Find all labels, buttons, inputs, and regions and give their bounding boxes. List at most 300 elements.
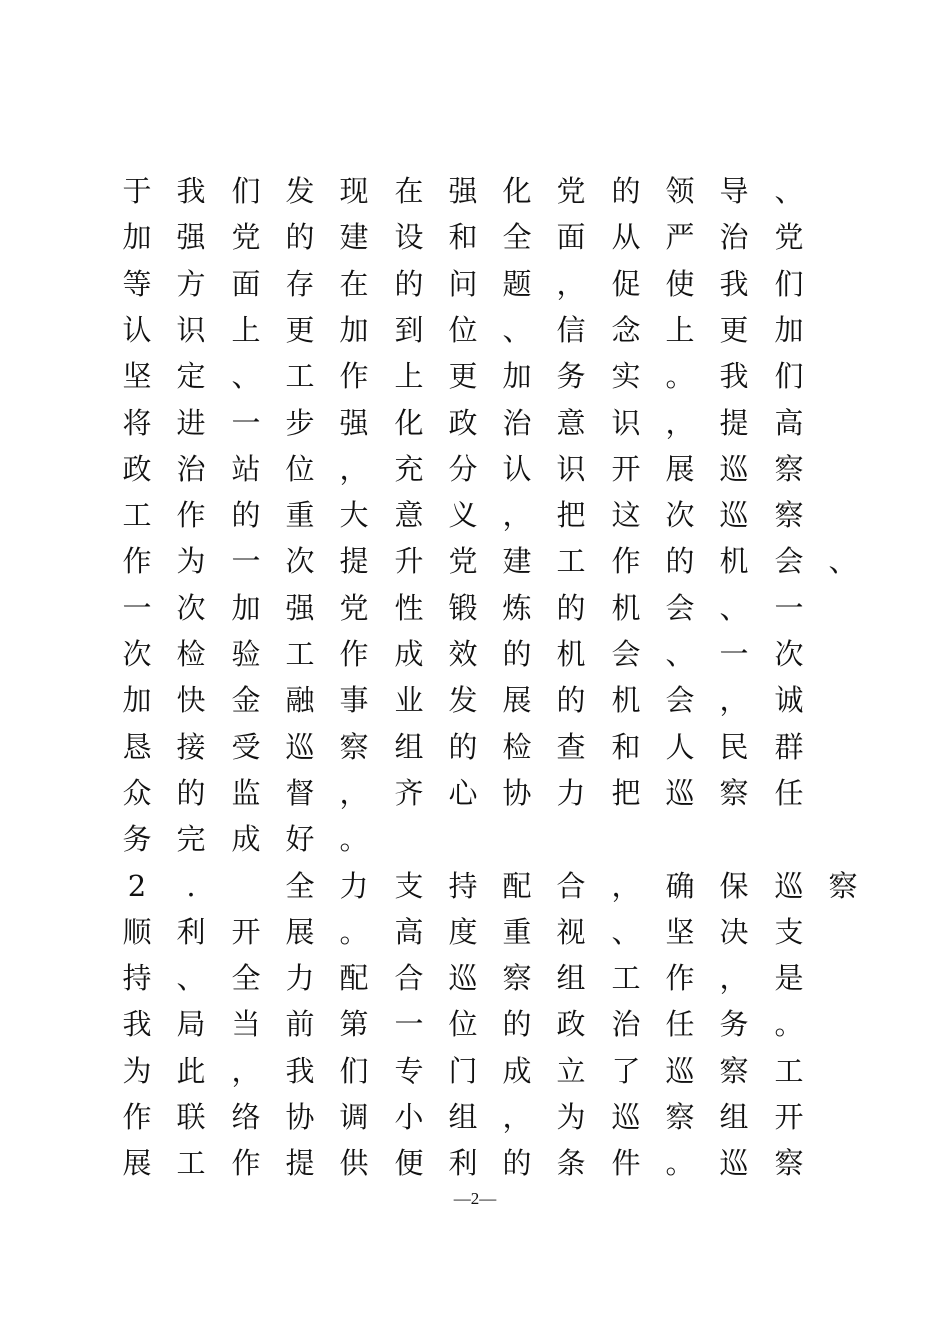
text-char: 组 bbox=[719, 1100, 749, 1134]
text-char: 化 bbox=[502, 174, 532, 208]
text-char: 是 bbox=[774, 961, 804, 995]
text-char: ， bbox=[502, 498, 532, 532]
text-char: 为 bbox=[176, 544, 206, 578]
text-char: 党 bbox=[556, 174, 586, 208]
text-char: 为 bbox=[122, 1054, 152, 1088]
text-char: 小 bbox=[394, 1100, 424, 1134]
text-char: 上 bbox=[394, 359, 424, 393]
text-char: 治 bbox=[719, 220, 749, 254]
text-line bbox=[0, 677, 950, 723]
text-char: 作 bbox=[339, 637, 369, 671]
text-char: 认 bbox=[502, 452, 532, 486]
text-char: 专 bbox=[394, 1054, 424, 1088]
text-char: 。 bbox=[774, 1007, 804, 1041]
text-char: 检 bbox=[176, 637, 206, 671]
text-char: 发 bbox=[448, 683, 478, 717]
text-char: 机 bbox=[719, 544, 749, 578]
text-char: 重 bbox=[285, 498, 315, 532]
text-line bbox=[0, 538, 950, 584]
text-char: 一 bbox=[231, 406, 261, 440]
text-char: 条 bbox=[556, 1146, 586, 1180]
text-char: 保 bbox=[719, 869, 749, 903]
text-char: 工 bbox=[556, 544, 586, 578]
text-char: 的 bbox=[176, 776, 206, 810]
text-char: 的 bbox=[285, 220, 315, 254]
text-char: 上 bbox=[231, 313, 261, 347]
text-char: 全 bbox=[502, 220, 532, 254]
text-char: 认 bbox=[122, 313, 152, 347]
text-char: 加 bbox=[339, 313, 369, 347]
text-char: 一 bbox=[231, 544, 261, 578]
text-char: 察 bbox=[339, 730, 369, 764]
text-line bbox=[0, 909, 950, 955]
text-char: 力 bbox=[285, 961, 315, 995]
text-char: 、 bbox=[774, 174, 804, 208]
page-number: —2— bbox=[453, 1189, 497, 1208]
text-char: 党 bbox=[448, 544, 478, 578]
text-line bbox=[0, 446, 950, 492]
text-char: 利 bbox=[176, 915, 206, 949]
text-char: 组 bbox=[394, 730, 424, 764]
text-char: 党 bbox=[774, 220, 804, 254]
text-char: 开 bbox=[611, 452, 641, 486]
text-char: . bbox=[186, 869, 196, 903]
text-char: 、 bbox=[231, 359, 261, 393]
text-char: 一 bbox=[774, 591, 804, 625]
text-char: 协 bbox=[285, 1100, 315, 1134]
text-line bbox=[0, 353, 950, 399]
text-char: 务 bbox=[556, 359, 586, 393]
text-char: 金 bbox=[231, 683, 261, 717]
text-char: 高 bbox=[774, 406, 804, 440]
text-char: 全 bbox=[231, 961, 261, 995]
text-char: 现 bbox=[339, 174, 369, 208]
text-char: 促 bbox=[611, 267, 641, 301]
text-char: 机 bbox=[611, 683, 641, 717]
text-char: 的 bbox=[394, 267, 424, 301]
text-char: 次 bbox=[176, 591, 206, 625]
text-char: 局 bbox=[176, 1007, 206, 1041]
text-char: 位 bbox=[448, 1007, 478, 1041]
text-char: 巡 bbox=[719, 452, 749, 486]
text-char: 和 bbox=[448, 220, 478, 254]
text-char: 支 bbox=[774, 915, 804, 949]
text-char: 性 bbox=[394, 591, 424, 625]
text-char: 展 bbox=[285, 915, 315, 949]
text-char: 恳 bbox=[122, 730, 152, 764]
text-char: 的 bbox=[556, 591, 586, 625]
text-char: ， bbox=[719, 683, 749, 717]
text-char: 领 bbox=[665, 174, 695, 208]
text-char: 组 bbox=[448, 1100, 478, 1134]
text-line bbox=[0, 1048, 950, 1094]
text-char: 机 bbox=[611, 591, 641, 625]
text-char: 坚 bbox=[122, 359, 152, 393]
text-char: 发 bbox=[285, 174, 315, 208]
text-char: 工 bbox=[122, 498, 152, 532]
text-char: 联 bbox=[176, 1100, 206, 1134]
text-char: 务 bbox=[719, 1007, 749, 1041]
text-char: 导 bbox=[719, 174, 749, 208]
text-line bbox=[0, 955, 950, 1001]
text-char: 政 bbox=[122, 452, 152, 486]
text-char: 作 bbox=[122, 1100, 152, 1134]
text-char: 识 bbox=[556, 452, 586, 486]
text-char: 严 bbox=[665, 220, 695, 254]
text-char: 诚 bbox=[774, 683, 804, 717]
text-char: 会 bbox=[665, 683, 695, 717]
text-char: 察 bbox=[774, 1146, 804, 1180]
text-char: 这 bbox=[611, 498, 641, 532]
text-char: 、 bbox=[176, 961, 206, 995]
text-char: 察 bbox=[665, 1100, 695, 1134]
text-line bbox=[0, 863, 950, 909]
text-char: 一 bbox=[122, 591, 152, 625]
text-char: 、 bbox=[665, 637, 695, 671]
text-char: 于 bbox=[122, 174, 152, 208]
text-char: 会 bbox=[665, 591, 695, 625]
text-char: 建 bbox=[502, 544, 532, 578]
text-char: 定 bbox=[176, 359, 206, 393]
text-char: 们 bbox=[231, 174, 261, 208]
text-char: 决 bbox=[719, 915, 749, 949]
text-line bbox=[0, 214, 950, 260]
text-char: 题 bbox=[502, 267, 532, 301]
text-char: 在 bbox=[339, 267, 369, 301]
text-char: 务 bbox=[122, 822, 152, 856]
text-char: 验 bbox=[231, 637, 261, 671]
text-char: 识 bbox=[611, 406, 641, 440]
text-char: 们 bbox=[339, 1054, 369, 1088]
text-char: 便 bbox=[394, 1146, 424, 1180]
text-char: 当 bbox=[231, 1007, 261, 1041]
text-char: 。 bbox=[665, 359, 695, 393]
text-char: 全 bbox=[285, 869, 315, 903]
text-char: 作 bbox=[611, 544, 641, 578]
text-char: 的 bbox=[448, 730, 478, 764]
text-line bbox=[0, 168, 950, 214]
text-char: 工 bbox=[611, 961, 641, 995]
text-char: 更 bbox=[285, 313, 315, 347]
text-char: 治 bbox=[176, 452, 206, 486]
text-char: 大 bbox=[339, 498, 369, 532]
text-char: 意 bbox=[394, 498, 424, 532]
text-char: 、 bbox=[502, 313, 532, 347]
text-line bbox=[0, 1140, 950, 1186]
text-char: 一 bbox=[394, 1007, 424, 1041]
text-char: 锻 bbox=[448, 591, 478, 625]
text-char: 察 bbox=[774, 498, 804, 532]
text-char: 察 bbox=[828, 869, 858, 903]
text-char: 们 bbox=[774, 267, 804, 301]
text-char: 此 bbox=[176, 1054, 206, 1088]
text-char: 门 bbox=[448, 1054, 478, 1088]
text-char: 、 bbox=[719, 591, 749, 625]
text-char: 充 bbox=[394, 452, 424, 486]
text-char: 开 bbox=[774, 1100, 804, 1134]
text-char: 查 bbox=[556, 730, 586, 764]
text-char: 站 bbox=[231, 452, 261, 486]
text-char: 。 bbox=[339, 915, 369, 949]
text-char: 信 bbox=[556, 313, 586, 347]
text-char: 我 bbox=[122, 1007, 152, 1041]
text-char: 次 bbox=[285, 544, 315, 578]
text-char: 监 bbox=[231, 776, 261, 810]
text-line bbox=[0, 492, 950, 538]
text-char: 巡 bbox=[774, 869, 804, 903]
text-char: 巡 bbox=[448, 961, 478, 995]
text-char: 的 bbox=[502, 1146, 532, 1180]
text-char: 一 bbox=[719, 637, 749, 671]
text-char: 合 bbox=[556, 869, 586, 903]
text-char: 坚 bbox=[665, 915, 695, 949]
text-char: 提 bbox=[339, 544, 369, 578]
text-char: 方 bbox=[176, 267, 206, 301]
text-char: 件 bbox=[611, 1146, 641, 1180]
text-char: 受 bbox=[231, 730, 261, 764]
text-char: 开 bbox=[231, 915, 261, 949]
text-char: 会 bbox=[774, 544, 804, 578]
text-char: 供 bbox=[339, 1146, 369, 1180]
text-char: 作 bbox=[122, 544, 152, 578]
text-char: 群 bbox=[774, 730, 804, 764]
text-char: 心 bbox=[448, 776, 478, 810]
text-char: 作 bbox=[665, 961, 695, 995]
text-char: 强 bbox=[285, 591, 315, 625]
text-char: 加 bbox=[122, 220, 152, 254]
text-char: 成 bbox=[231, 822, 261, 856]
text-char: 存 bbox=[285, 267, 315, 301]
text-char: 调 bbox=[339, 1100, 369, 1134]
text-char: 事 bbox=[339, 683, 369, 717]
text-char: 工 bbox=[774, 1054, 804, 1088]
text-char: 快 bbox=[176, 683, 206, 717]
text-char: 察 bbox=[502, 961, 532, 995]
text-char: 位 bbox=[285, 452, 315, 486]
text-char: 接 bbox=[176, 730, 206, 764]
text-char: 设 bbox=[394, 220, 424, 254]
text-line bbox=[0, 631, 950, 677]
text-char: 工 bbox=[285, 637, 315, 671]
text-char: 我 bbox=[719, 267, 749, 301]
text-char: 次 bbox=[665, 498, 695, 532]
text-char: 炼 bbox=[502, 591, 532, 625]
text-char: 的 bbox=[611, 174, 641, 208]
text-char: 持 bbox=[122, 961, 152, 995]
text-line bbox=[0, 585, 950, 631]
text-line bbox=[0, 307, 950, 353]
text-line bbox=[0, 816, 950, 862]
text-char: 化 bbox=[394, 406, 424, 440]
text-char: 位 bbox=[448, 313, 478, 347]
text-char: ， bbox=[665, 406, 695, 440]
text-char: 和 bbox=[611, 730, 641, 764]
text-char: 把 bbox=[611, 776, 641, 810]
text-char: 加 bbox=[774, 313, 804, 347]
text-char: 好 bbox=[285, 822, 315, 856]
text-char: 作 bbox=[231, 1146, 261, 1180]
text-char: 。 bbox=[665, 1146, 695, 1180]
text-char: 我 bbox=[176, 174, 206, 208]
text-char: 强 bbox=[176, 220, 206, 254]
text-char: ， bbox=[719, 961, 749, 995]
text-char: 步 bbox=[285, 406, 315, 440]
text-char: 强 bbox=[339, 406, 369, 440]
text-line bbox=[0, 400, 950, 446]
text-line bbox=[0, 1001, 950, 1047]
text-char: 政 bbox=[448, 406, 478, 440]
text-char: 建 bbox=[339, 220, 369, 254]
text-char: 配 bbox=[502, 869, 532, 903]
text-char: ， bbox=[231, 1054, 261, 1088]
text-char: 。 bbox=[339, 822, 369, 856]
text-char: 会 bbox=[611, 637, 641, 671]
text-char: 效 bbox=[448, 637, 478, 671]
text-char: 念 bbox=[611, 313, 641, 347]
text-char: 次 bbox=[122, 637, 152, 671]
text-char: 治 bbox=[502, 406, 532, 440]
text-char: 融 bbox=[285, 683, 315, 717]
text-char: 加 bbox=[122, 683, 152, 717]
text-char: 从 bbox=[611, 220, 641, 254]
text-char: 持 bbox=[448, 869, 478, 903]
text-line bbox=[0, 1094, 950, 1140]
text-char: 政 bbox=[556, 1007, 586, 1041]
text-char: 作 bbox=[176, 498, 206, 532]
text-char: 民 bbox=[719, 730, 749, 764]
text-char: ， bbox=[611, 869, 641, 903]
text-char: 2 bbox=[127, 869, 147, 903]
text-char: 的 bbox=[231, 498, 261, 532]
text-char: 力 bbox=[556, 776, 586, 810]
text-char: 上 bbox=[665, 313, 695, 347]
text-char: 我 bbox=[285, 1054, 315, 1088]
text-char: 力 bbox=[339, 869, 369, 903]
text-char: 们 bbox=[774, 359, 804, 393]
text-char: 、 bbox=[611, 915, 641, 949]
text-char: 完 bbox=[176, 822, 206, 856]
text-char: ， bbox=[339, 452, 369, 486]
text-char: 配 bbox=[339, 961, 369, 995]
text-char: 次 bbox=[774, 637, 804, 671]
text-char: 的 bbox=[502, 1007, 532, 1041]
text-char: ， bbox=[339, 776, 369, 810]
text-char: 成 bbox=[394, 637, 424, 671]
text-line bbox=[0, 770, 950, 816]
text-char: 实 bbox=[611, 359, 641, 393]
text-char: 作 bbox=[339, 359, 369, 393]
text-char: 工 bbox=[176, 1146, 206, 1180]
text-char: 使 bbox=[665, 267, 695, 301]
text-char: 等 bbox=[122, 267, 152, 301]
text-char: 第 bbox=[339, 1007, 369, 1041]
text-char: 为 bbox=[556, 1100, 586, 1134]
text-char: 升 bbox=[394, 544, 424, 578]
text-char: 察 bbox=[719, 1054, 749, 1088]
text-char: 分 bbox=[448, 452, 478, 486]
text-char: 展 bbox=[122, 1146, 152, 1180]
text-char: 察 bbox=[719, 776, 749, 810]
text-char: 加 bbox=[502, 359, 532, 393]
text-char: 治 bbox=[611, 1007, 641, 1041]
text-char: 我 bbox=[719, 359, 749, 393]
text-char: 强 bbox=[448, 174, 478, 208]
text-char: 问 bbox=[448, 267, 478, 301]
text-char: 面 bbox=[231, 267, 261, 301]
text-char: 巡 bbox=[665, 776, 695, 810]
text-char: ， bbox=[556, 267, 586, 301]
text-char: 的 bbox=[502, 637, 532, 671]
text-char: 党 bbox=[339, 591, 369, 625]
text-char: 成 bbox=[502, 1054, 532, 1088]
text-char: 合 bbox=[394, 961, 424, 995]
text-char: 巡 bbox=[719, 498, 749, 532]
text-line bbox=[0, 724, 950, 770]
text-char: 督 bbox=[285, 776, 315, 810]
text-char: 巡 bbox=[285, 730, 315, 764]
text-char: 巡 bbox=[719, 1146, 749, 1180]
text-char: 了 bbox=[611, 1054, 641, 1088]
text-char: 利 bbox=[448, 1146, 478, 1180]
text-char: 人 bbox=[665, 730, 695, 764]
text-char: 、 bbox=[828, 544, 858, 578]
text-char: 任 bbox=[774, 776, 804, 810]
text-char: 机 bbox=[556, 637, 586, 671]
text-char: 加 bbox=[231, 591, 261, 625]
text-char: 巡 bbox=[665, 1054, 695, 1088]
text-char: 度 bbox=[448, 915, 478, 949]
text-char: 党 bbox=[231, 220, 261, 254]
text-char: 更 bbox=[719, 313, 749, 347]
text-char: 巡 bbox=[611, 1100, 641, 1134]
text-char: 的 bbox=[556, 683, 586, 717]
text-char: 前 bbox=[285, 1007, 315, 1041]
text-char: 高 bbox=[394, 915, 424, 949]
text-char: 支 bbox=[394, 869, 424, 903]
text-char: 任 bbox=[665, 1007, 695, 1041]
text-char: 面 bbox=[556, 220, 586, 254]
text-char: 确 bbox=[665, 869, 695, 903]
text-char: 协 bbox=[502, 776, 532, 810]
text-char: 更 bbox=[448, 359, 478, 393]
text-char: 齐 bbox=[394, 776, 424, 810]
text-char: 立 bbox=[556, 1054, 586, 1088]
text-char: 展 bbox=[665, 452, 695, 486]
text-char: 义 bbox=[448, 498, 478, 532]
text-char: 检 bbox=[502, 730, 532, 764]
text-char: 进 bbox=[176, 406, 206, 440]
text-char: 重 bbox=[502, 915, 532, 949]
text-char: 提 bbox=[285, 1146, 315, 1180]
text-char: 到 bbox=[394, 313, 424, 347]
text-char: 组 bbox=[556, 961, 586, 995]
text-char: 意 bbox=[556, 406, 586, 440]
text-char: 展 bbox=[502, 683, 532, 717]
text-char: 视 bbox=[556, 915, 586, 949]
text-char: 把 bbox=[556, 498, 586, 532]
text-char: ， bbox=[502, 1100, 532, 1134]
text-char: 络 bbox=[231, 1100, 261, 1134]
text-line bbox=[0, 261, 950, 307]
text-char: 业 bbox=[394, 683, 424, 717]
text-char: 将 bbox=[122, 406, 152, 440]
text-char: 在 bbox=[394, 174, 424, 208]
text-char: 的 bbox=[665, 544, 695, 578]
text-char: 众 bbox=[122, 776, 152, 810]
text-char: 识 bbox=[176, 313, 206, 347]
text-char: 察 bbox=[774, 452, 804, 486]
text-char: 顺 bbox=[122, 915, 152, 949]
